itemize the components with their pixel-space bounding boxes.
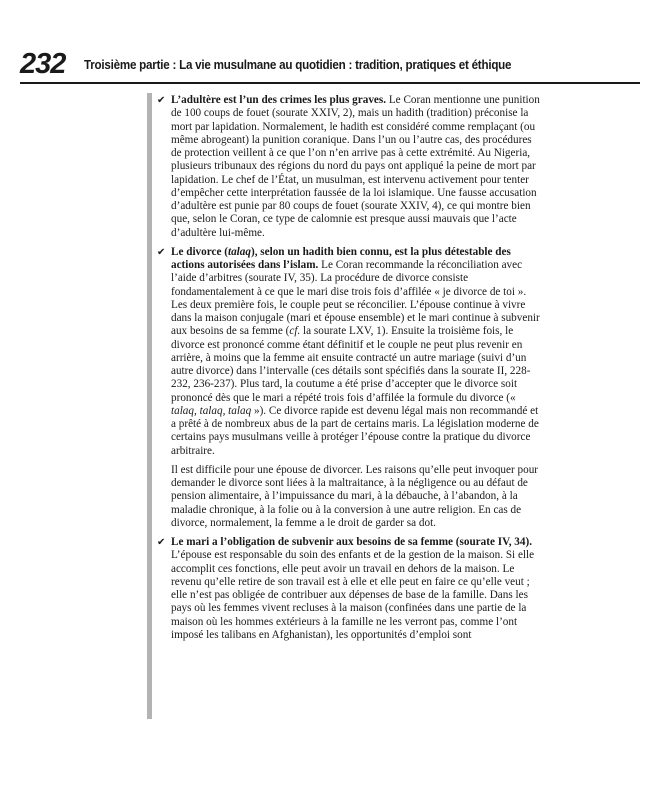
list-item-lead: Le mari a l’obligation de subvenir aux besoins de sa femme (sourate IV, 34). <box>171 536 533 548</box>
page-number: 232 <box>20 48 66 80</box>
list-item-text <box>171 94 542 240</box>
divorce-formula: talaq, talaq, talaq <box>171 404 252 417</box>
running-head: Troisième partie : La vie musulmane au quotidien : tradition, pratiques et éthique <box>84 58 512 72</box>
lead-part: Le divorce ( <box>171 245 228 258</box>
body-paragraph: Il est difficile pour une épouse de divorcer. Les raisons qu’elle peut invoquer pour demander le divorce sont liées à la maltraitance, à la négligence ou au défaut de pension alimentaire, à l’impuissance du mari, à la débauche, à l’abandon, à la maladie chronique, à la folie ou à la conversion à une autre religion. En cas de divorce, normalement, la femme a le droit de garder sa dot. <box>171 463 539 529</box>
list-item-text <box>171 536 542 642</box>
list-item-husband-obligation <box>157 536 542 642</box>
checkmark-icon: ✔ <box>157 537 166 548</box>
list-item-lead: L’adultère est l’un des crimes les plus graves. <box>171 94 387 106</box>
list-item-text <box>171 246 542 458</box>
checkmark-icon: ✔ <box>157 246 166 258</box>
checkmark-icon: ✔ <box>157 95 166 106</box>
list-item-body: Le Coran recommande la réconciliation avec l’aide d’arbitres (sourate IV, 35). La procédure de divorce consiste fondamentalement à ce que le mari dise trois fois d’affilée « je divorce de toi ». Les deux première fois, le couple peut se réconcilier. L’épouse continue à vivre dans la maison conjugale (mari et épouse ensemble) et le mari continue à subvenir aux besoins de sa femme ( <box>171 259 540 338</box>
list-item-adultery <box>157 94 542 240</box>
sidebar-gray-bar <box>147 93 152 719</box>
list-item-body: la sourate LXV, 1). Ensuite la troisième fois, le divorce est prononcé comme étant définitif et le couple ne peut plus revenir en arrière, à moins que la femme ait ensuite contracté un autre mariage (suivi d’un autre divorce) dans l’intervalle (ces détails sont spécifiés dans la sourate II, 228-232, 236-237). Plus tard, la coutume a été prise d’accepter que le divorce soit prononcé dès que le mari a répété trois fois d’affilée la formule du divorce (« <box>171 325 531 404</box>
list-item-body: Le Coran mentionne une punition de 100 coups de fouet (sourate XXIV, 2), mais un hadith (tradition) préconise la mort par lapidation. Normalement, le hadith est considéré comme remplaçant (ou même abrogeant) la punition coranique. Dans l’un ou l’autre cas, des procédures de protection veillent à ce que l’on n’en arrive pas à cette extrémité. Au Nigeria, plusieurs tribunaux des régions du nord du pays ont appliqué la peine de mort par lapidation. Le chef de l’État, un musulman, est intervenu activement pour tenter d’empêcher cette interprétation faussée de la loi islamique. Une fausse accusation d’adultère est punie par 80 coups de fouet (sourate XXIV, 4), ce qui montre bien que, selon le Coran, ce type de calomnie est presque aussi mauvais que l’acte d’adultère lui-même. <box>171 94 540 239</box>
lead-part: ), selon un hadith bien connu, est la plus détestable des actions autorisées dans l’islam. <box>171 245 511 271</box>
list-item-body: L’épouse est responsable du soin des enfants et de la gestion de la maison. Si elle accomplit ces fonctions, elle peut avoir un travail en dehors de la maison. Le revenu qu’elle retire de son travail est à elle et elle peut en faire ce qu’elle veut ; elle n’est pas obligée de contribuer aux dépenses de base de la famille. Dans les pays où les femmes vivent recluses à la maison (confinées dans une partie de la maison où les hommes extérieurs à la famille ne les verront pas, comme l’ont imposé les talibans en Afghanistan), les opportunités d’emploi sont <box>171 549 535 641</box>
lead-term-talaq: talaq <box>227 245 251 258</box>
body-text <box>157 94 542 648</box>
page-header <box>20 46 640 84</box>
cf-abbrev: cf. <box>289 325 301 338</box>
list-item-body: »). Ce divorce rapide est devenu légal mais non recommandé et a prêté à de nombreux abus de la part de certains maris. La législation moderne de certains pays musulmans veille à protéger l’épouse contre la pratique du divorce arbitraire. <box>171 404 539 457</box>
list-item-divorce <box>157 246 542 458</box>
